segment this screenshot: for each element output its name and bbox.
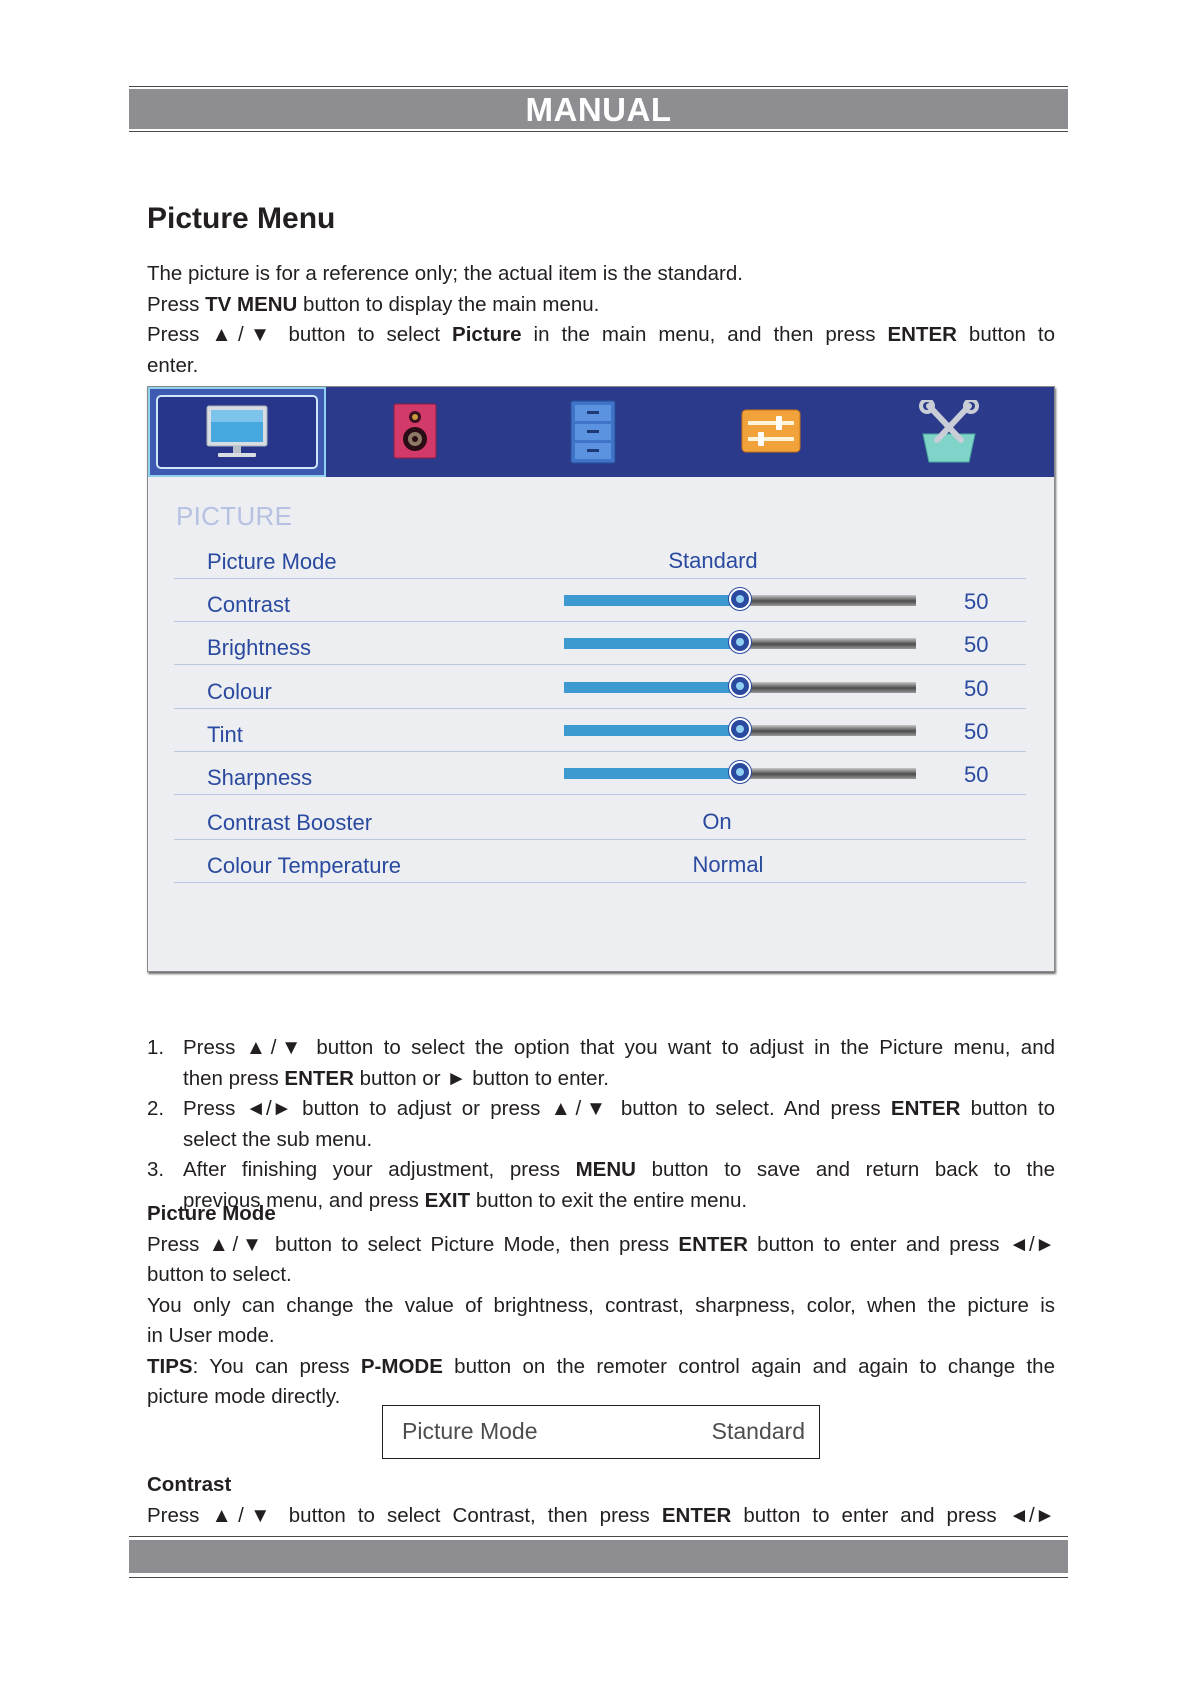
section-heading: Picture Mode — [147, 1202, 276, 1225]
value-slider[interactable] — [564, 723, 916, 738]
page-title: Picture Menu — [147, 202, 336, 235]
menu-label: Picture Mode — [207, 549, 337, 574]
picture-mode-section: Picture Mode Press ▲/▼ button to select Picture Mode, then press ENTER button to enter and press ◄/► button to select. You only can change the value of brightness, contrast, sharpness, color, when the picture is in User mode. TIPS: You can press P-MODE button on the remoter control again and again to change the picture mode directly. — [147, 1202, 1055, 1408]
tab-tools[interactable] — [860, 387, 1038, 477]
speaker-icon — [392, 402, 438, 462]
slider-value: 50 — [964, 632, 989, 657]
header-banner: MANUAL — [129, 89, 1068, 129]
intro-line-4: enter. — [147, 353, 199, 377]
menu-row-tint[interactable] — [174, 705, 1026, 752]
slider-knob[interactable] — [729, 761, 751, 783]
value-slider[interactable] — [564, 766, 916, 781]
menu-label: Colour Temperature — [207, 853, 402, 878]
footer-rule-bottom — [129, 1577, 1068, 1578]
cabinet-icon — [568, 399, 618, 465]
slider-value: 50 — [964, 589, 989, 614]
value-slider[interactable] — [564, 680, 916, 695]
tv-menu-heading: PICTURE — [176, 501, 293, 531]
tab-sound[interactable] — [326, 387, 504, 477]
menu-row-contrast-booster[interactable] — [174, 793, 1026, 840]
menu-label: Contrast Booster — [207, 810, 373, 835]
menu-row-colour[interactable] — [174, 662, 1026, 709]
menu-row-brightness[interactable] — [174, 618, 1026, 665]
osd-value: Standard — [711, 1418, 805, 1444]
step-1: 1. Press ▲/▼ button to select the option that you want to adjust in the Picture menu, and then press ENTER button or ► button to enter. — [147, 1036, 1055, 1090]
menu-row-picture-mode[interactable] — [174, 532, 1026, 579]
menu-row-sharpness[interactable] — [174, 748, 1026, 795]
tv-menu-tab-bar — [148, 387, 1054, 477]
footer-rule-top — [129, 1536, 1068, 1537]
slider-knob[interactable] — [729, 718, 751, 740]
menu-label: Sharpness — [207, 765, 313, 790]
slider-knob[interactable] — [729, 631, 751, 653]
footer-banner — [129, 1540, 1068, 1573]
slider-value: 50 — [964, 762, 989, 787]
menu-row-contrast[interactable] — [174, 575, 1026, 622]
slider-value: 50 — [964, 719, 989, 744]
contrast-section: Contrast Press ▲/▼ button to select Contrast, then press ENTER button to enter and press ◄/► — [147, 1473, 1055, 1527]
tab-channel[interactable] — [504, 387, 682, 477]
intro-line-3: Press ▲/▼ button to select Picture in the main menu, and then press ENTER button to — [147, 323, 1055, 346]
header-rule-top — [129, 86, 1068, 87]
intro-line-1: The picture is for a reference only; the actual item is the standard. — [147, 262, 743, 285]
tv-menu-screenshot — [147, 386, 1055, 972]
sliders-icon — [740, 404, 802, 460]
step-3: 3. After finishing your adjustment, press MENU button to save and return back to the previous menu, and press EXIT button to exit the entire menu. — [147, 1158, 1055, 1212]
slider-value: 50 — [964, 676, 989, 701]
monitor-icon — [204, 404, 270, 460]
menu-label: Brightness — [207, 635, 311, 660]
tools-icon — [915, 400, 983, 464]
header-rule-bottom — [129, 131, 1068, 132]
steps-list — [147, 1033, 1055, 1216]
tab-settings[interactable] — [682, 387, 860, 477]
menu-row-colour-temperature[interactable] — [174, 836, 1026, 883]
section-heading: Contrast — [147, 1473, 232, 1496]
menu-label: Colour — [207, 679, 272, 704]
value-slider[interactable] — [564, 636, 916, 651]
intro-paragraph — [147, 259, 1055, 381]
menu-label: Contrast — [207, 592, 291, 617]
menu-value: Normal — [692, 852, 764, 877]
step-2: 2. Press ◄/► button to adjust or press ▲/▼ button to select. And press ENTER button to select the sub menu. — [147, 1097, 1055, 1151]
menu-value: Standard — [668, 548, 758, 573]
tab-picture[interactable] — [148, 387, 326, 477]
osd-label: Picture Mode — [402, 1418, 538, 1444]
slider-knob[interactable] — [729, 675, 751, 697]
menu-value: On — [702, 809, 732, 834]
value-slider[interactable] — [564, 593, 916, 608]
picture-mode-osd-box — [382, 1405, 820, 1459]
slider-knob[interactable] — [729, 588, 751, 610]
menu-label: Tint — [207, 722, 243, 747]
intro-line-2: Press TV MENU button to display the main menu. — [147, 292, 600, 316]
